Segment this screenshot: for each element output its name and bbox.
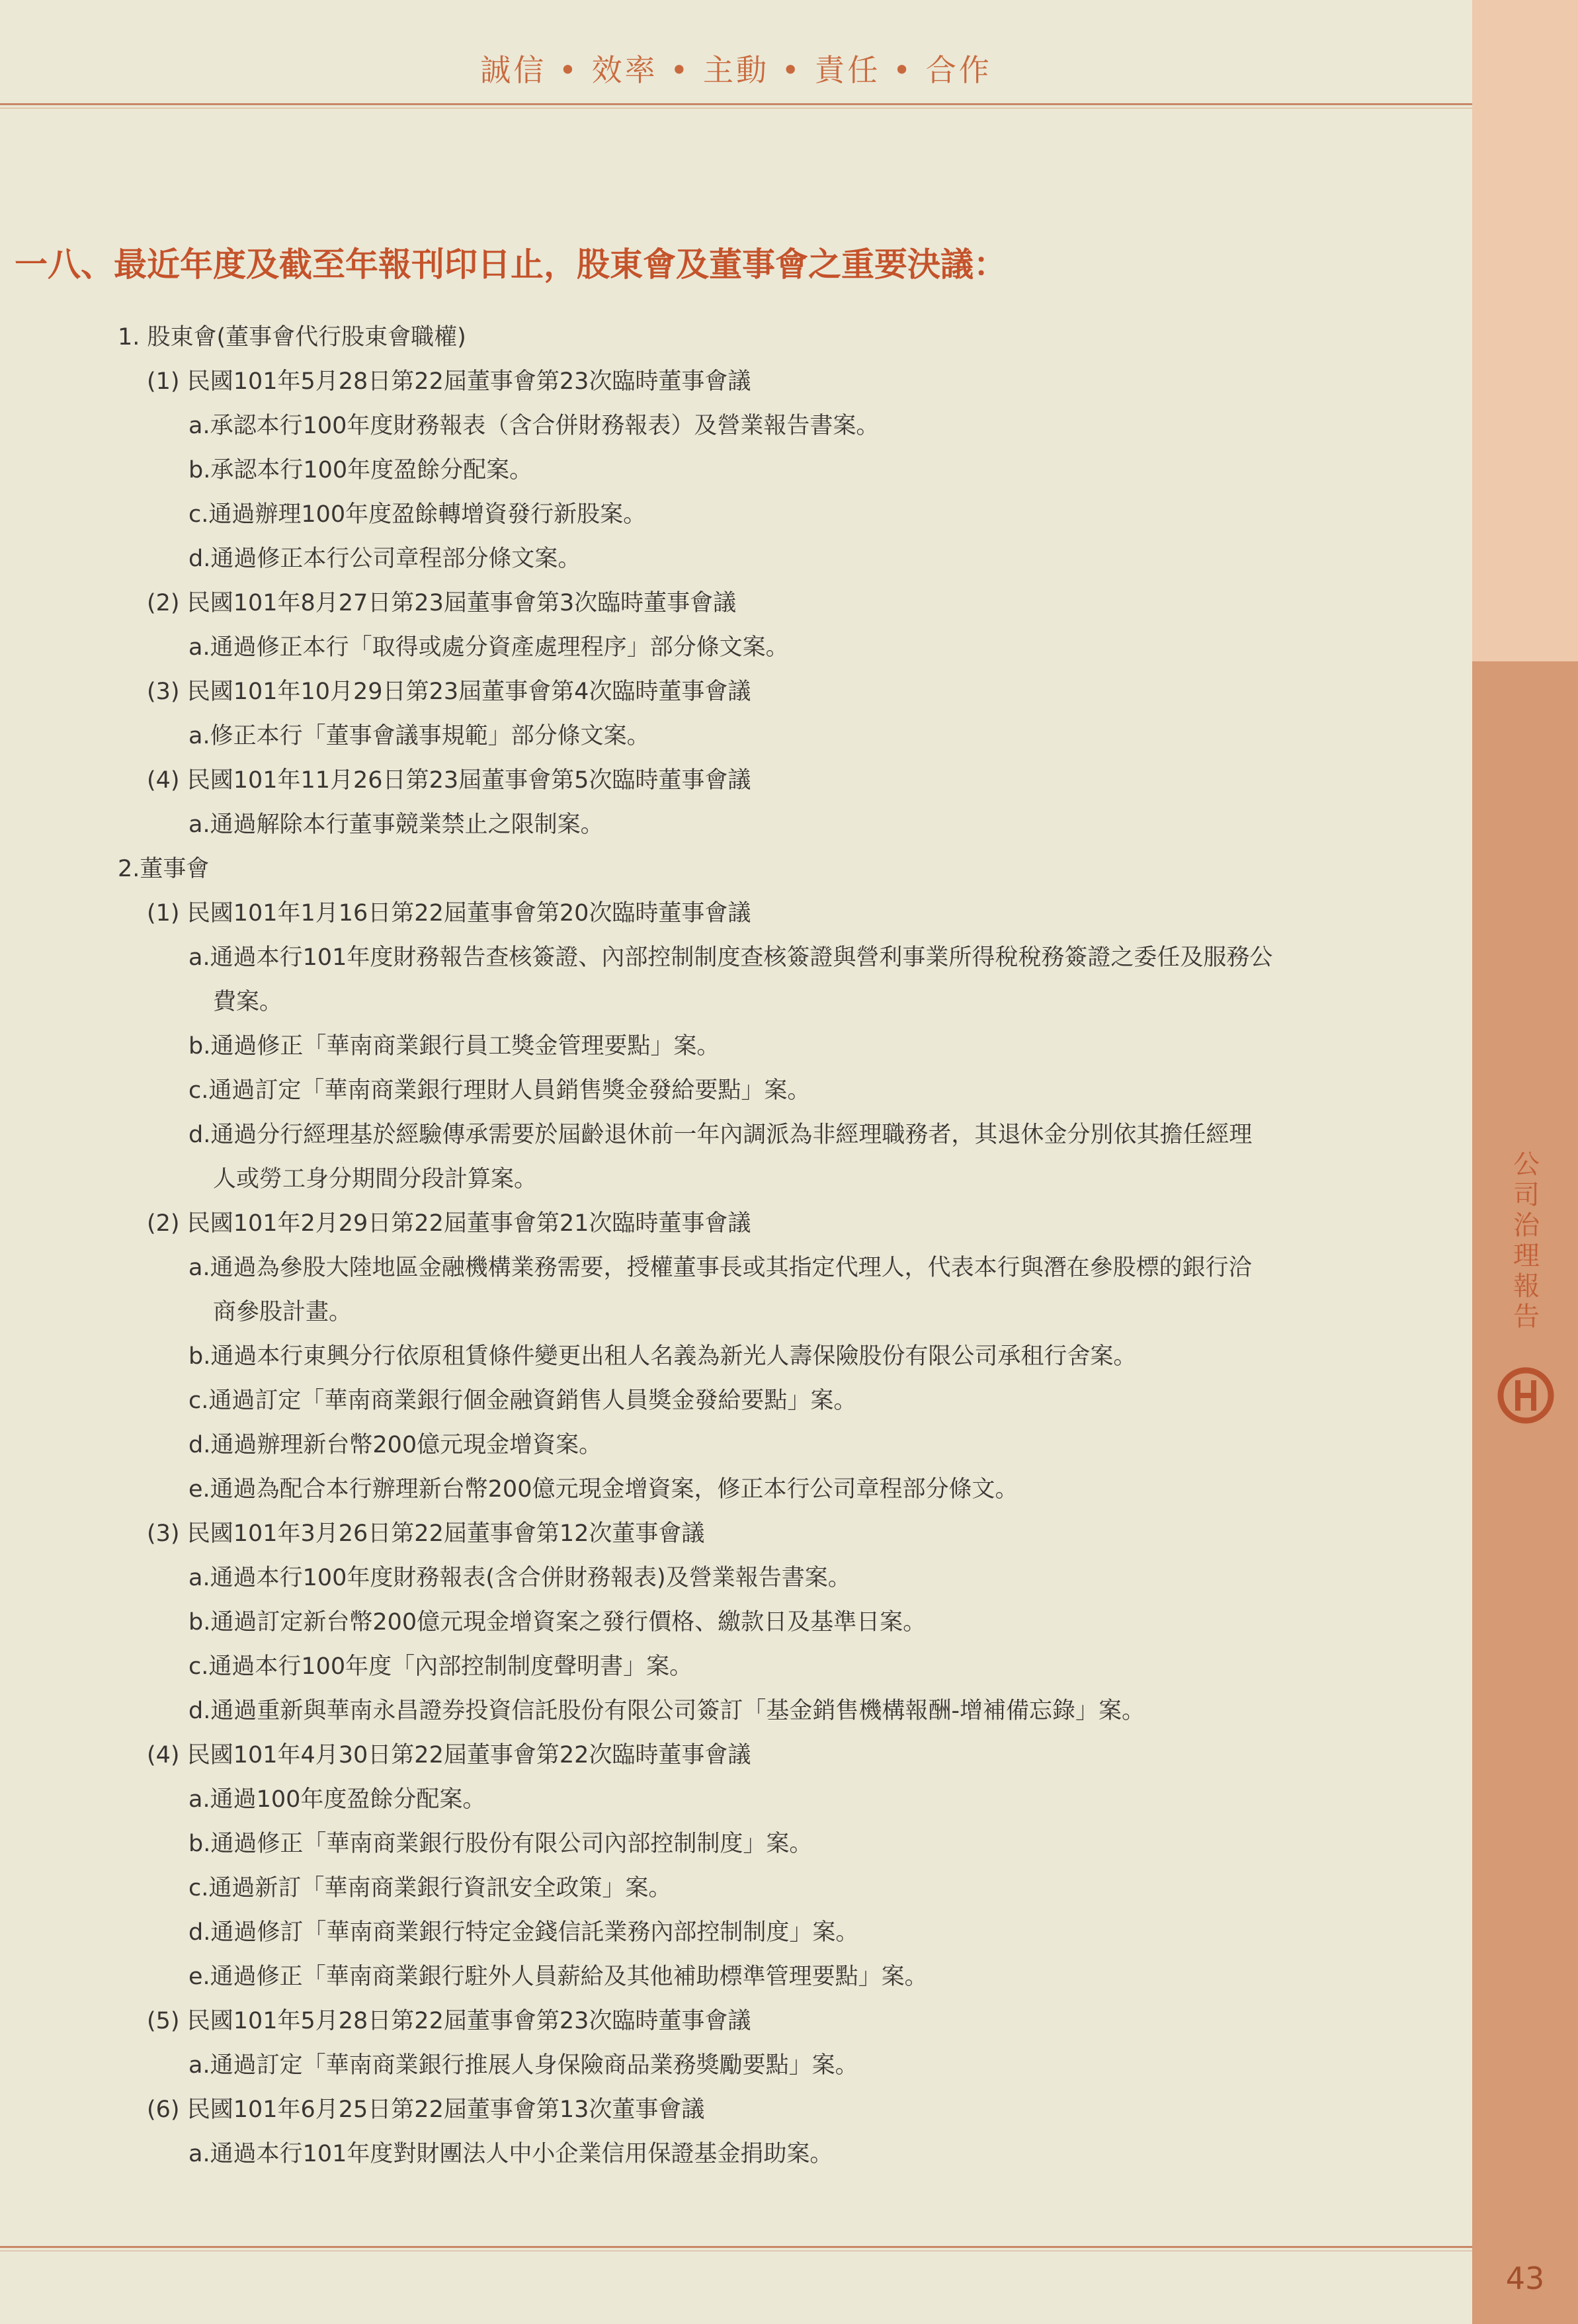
list-item: b.通過本行東興分行依原租賃條件變更出租人名義為新光人壽保險股份有限公司承租行舍案。 bbox=[188, 1343, 1137, 1370]
chapter-label-char: 治 bbox=[1513, 1210, 1540, 1241]
chapter-label bbox=[1513, 1149, 1540, 1332]
list-item: (6) 民國101年6月25日第22屆董事會第13次董事會議 bbox=[147, 2096, 705, 2123]
list-item: c.通過訂定「華南商業銀行個金融資銷售人員獎金發給要點」案。 bbox=[188, 1388, 857, 1414]
list-item: d.通過重新與華南永昌證券投資信託股份有限公司簽訂「基金銷售機構報酬-增補備忘錄」案。 bbox=[188, 1698, 1145, 1724]
header-rule bbox=[0, 103, 1472, 105]
list-item: d.通過修訂「華南商業銀行特定金錢信託業務內部控制制度」案。 bbox=[188, 1919, 859, 1946]
chapter-label-char: 報 bbox=[1513, 1271, 1540, 1302]
list-item: b.承認本行100年度盈餘分配案。 bbox=[188, 457, 533, 483]
list-item: c.通過辦理100年度盈餘轉增資發行新股案。 bbox=[188, 501, 647, 528]
list-item: a.通過本行101年度對財團法人中小企業信用保證基金捐助案。 bbox=[188, 2141, 833, 2167]
list-item: (4) 民國101年4月30日第22屆董事會第22次臨時董事會議 bbox=[147, 1742, 751, 1768]
list-item: e.通過為配合本行辦理新台幣200億元現金增資案，修正本行公司章程部分條文。 bbox=[188, 1476, 1018, 1503]
list-item: c.通過新訂「華南商業銀行資訊安全政策」案。 bbox=[188, 1875, 672, 1901]
list-item: c.通過訂定「華南商業銀行理財人員銷售獎金發給要點」案。 bbox=[188, 1077, 811, 1104]
list-item: (1) 民國101年5月28日第22屆董事會第23次臨時董事會議 bbox=[147, 368, 751, 395]
list-item: b.通過修正「華南商業銀行員工獎金管理要點」案。 bbox=[188, 1033, 720, 1059]
list-item: a.通過本行101年度財務報告查核簽證、內部控制制度查核簽證與營利事業所得稅稅務簽證之委任及服務公 bbox=[188, 944, 1273, 971]
list-item: 費案。 bbox=[213, 989, 283, 1015]
list-item: c.通過本行100年度「內部控制制度聲明書」案。 bbox=[188, 1653, 693, 1680]
list-item: 商參股計畫。 bbox=[213, 1299, 353, 1325]
list-item: a.承認本行100年度財務報表（含合併財務報表）及營業報告書案。 bbox=[188, 413, 880, 439]
list-item: (2) 民國101年2月29日第22屆董事會第21次臨時董事會議 bbox=[147, 1210, 751, 1237]
list-item: a.通過修正本行「取得或處分資產處理程序」部分條文案。 bbox=[188, 634, 789, 661]
list-item: b.通過修正「華南商業銀行股份有限公司內部控制制度」案。 bbox=[188, 1831, 813, 1857]
list-item: b.通過訂定新台幣200億元現金增資案之發行價格、繳款日及基準日案。 bbox=[188, 1609, 927, 1636]
list-item: d.通過辦理新台幣200億元現金增資案。 bbox=[188, 1432, 602, 1458]
list-item: (2) 民國101年8月27日第23屆董事會第3次臨時董事會議 bbox=[147, 590, 737, 616]
list-item: (1) 民國101年1月16日第22屆董事會第20次臨時董事會議 bbox=[147, 900, 751, 927]
page-number: 43 bbox=[1505, 2261, 1545, 2296]
chapter-label-char: 告 bbox=[1513, 1302, 1540, 1332]
list-item: 1. 股東會(董事會代行股東會職權) bbox=[118, 324, 466, 351]
list-item: d.通過分行經理基於經驗傳承需要於屆齡退休前一年內調派為非經理職務者，其退休金分別依其擔任經理 bbox=[188, 1122, 1253, 1148]
list-item: a.通過為參股大陸地區金融機構業務需要，授權董事長或其指定代理人，代表本行與潛在參股標的銀行洽 bbox=[188, 1255, 1252, 1281]
list-item: (4) 民國101年11月26日第23屆董事會第5次臨時董事會議 bbox=[147, 767, 751, 794]
list-item: (5) 民國101年5月28日第22屆董事會第23次臨時董事會議 bbox=[147, 2008, 751, 2034]
section-title: 一八、最近年度及截至年報刊印日止，股東會及董事會之重要決議： bbox=[15, 245, 1007, 284]
side-tab-section bbox=[1472, 661, 1578, 2324]
list-item: 人或勞工身分期間分段計算案。 bbox=[213, 1166, 538, 1192]
chapter-label-char: 公 bbox=[1513, 1149, 1540, 1180]
list-item: e.通過修正「華南商業銀行駐外人員薪給及其他補助標準管理要點」案。 bbox=[188, 1964, 928, 1990]
list-item: (3) 民國101年3月26日第22屆董事會第12次董事會議 bbox=[147, 1520, 705, 1547]
chapter-label-char: 理 bbox=[1513, 1241, 1540, 1271]
hua-nan-logo-icon bbox=[1496, 1366, 1556, 1425]
list-item: (3) 民國101年10月29日第23屆董事會第4次臨時董事會議 bbox=[147, 679, 751, 705]
chapter-label-char: 司 bbox=[1513, 1180, 1540, 1210]
header-motto: 誠信 • 效率 • 主動 • 責任 • 合作 bbox=[480, 52, 992, 88]
list-item: a.通過100年度盈餘分配案。 bbox=[188, 1786, 486, 1813]
list-item: a.通過解除本行董事競業禁止之限制案。 bbox=[188, 811, 604, 838]
list-item: 2.董事會 bbox=[118, 856, 210, 882]
footer-rule bbox=[0, 2246, 1472, 2248]
list-item: d.通過修正本行公司章程部分條文案。 bbox=[188, 546, 581, 572]
list-item: a.修正本行「董事會議事規範」部分條文案。 bbox=[188, 723, 650, 749]
list-item: a.通過本行100年度財務報表(含合併財務報表)及營業報告書案。 bbox=[188, 1565, 851, 1591]
list-item: a.通過訂定「華南商業銀行推展人身保險商品業務獎勵要點」案。 bbox=[188, 2052, 858, 2079]
side-tab bbox=[1472, 0, 1578, 2324]
